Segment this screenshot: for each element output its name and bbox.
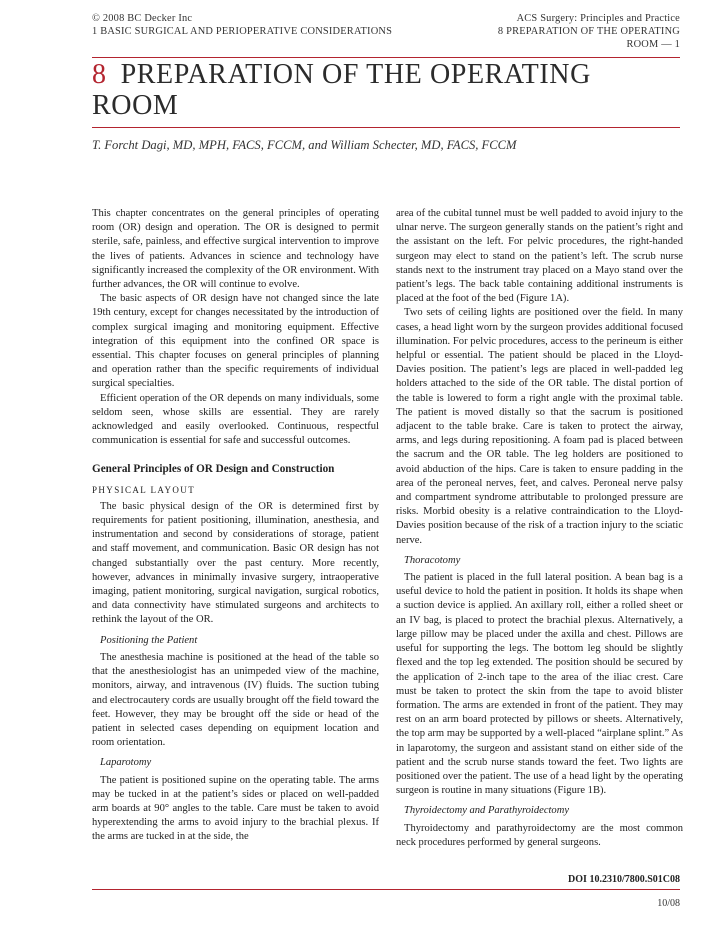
topic-heading: Positioning the Patient — [100, 634, 198, 646]
paragraph: Two sets of ceiling lights are positioned over the field. In many cases, a head light worn by the surgeon provides additional focused illumination. For pelvic procedures, access to the perineum is either helpful or essential. The patient should be placed in the Lloyd-Davies position. The patient’s legs are placed in well-padded leg holders attached to the side of the OR table. The distal portion of the table is lowered to form a right angle with the proximal table. The patient is moved distally so that the sacrum is positioned adjacent to the table brake. Care is taken to protect the airway, arms, and legs during repositioning. A foam pad is placed between the sacrum and the OR table. The leg holders are positioned to avoid abduction of the hips. Care is taken to ensure padding in the area of the peroneal nerves, feet, and calves. Peroneal nerve palsy and compartment syndrome attributable to prolonged pressure are risks. Morbid obesity is a relative contraindication to the Lloyd-Davies position because of the risk of a traction injury to the sciatic nerve. — [396, 307, 683, 546]
doi-label: DOI — [568, 874, 587, 885]
chapter-title-text: PREPARATION OF THE OPERATING ROOM — [92, 59, 591, 121]
author-line: T. Forcht Dagi, MD, MPH, FACS, FCCM, and William Schecter, MD, FACS, FCCM — [92, 138, 517, 152]
chapter-line: 8 PREPARATION OF THE OPERATING — [497, 26, 680, 37]
paragraph: The patient is placed in the full lateral position. A bean bag is a useful device to hold the patient in position. It holds its shape when a suction device is applied. An axillary roll, either a rolled sheet or an IV bag, is placed to protect the brachial plexus. Alternatively, a large pillow may be placed under the axilla and chest. Pillows are useful for supporting the legs. The bottom leg should be slightly flexed and the top leg extended. The position should be secured by the application of 2-inch tape to the area of the iliac crest. Care must be taken to protect the skin from the tape to avoid blister formation. The arms are extended in front of the patient. They may rest on an arm board protected by pillows or sheets. Alternatively, the top arm may be supported by a well-placed “airplane splint.” As in laparotomy, the surgeon and assistant stand on either side of the patient and the scrub nurse stands toward the feet. Two lights are positioned over the patient. The use of a head light by the operating surgeon is routine in many situations (Figure 1B). — [396, 572, 683, 797]
chapter-number: 8 — [92, 59, 107, 90]
page-line: ROOM — 1 — [626, 39, 680, 50]
chapter-title — [92, 59, 682, 121]
book-title-line: ACS Surgery: Principles and Practice — [516, 13, 680, 24]
paragraph: The basic aspects of OR design have not changed since the late 19th century, except for changes necessitated by the introduction of complex surgical imaging and monitoring equipment. Effective integration of this equipment into the confined OR space is essential. This chapter focuses on general principles of planning and operation rather than the specific requirements of individual surgical specialties. — [92, 293, 379, 390]
doi-value: 10.2310/7800.S01C08 — [589, 874, 680, 885]
paragraph: The anesthesia machine is positioned at the head of the table so that the anesthesiologist has an unimpeded view of the machine, monitors, airway, and intravenous (IV) fluids. The suction tubing and electrocautery cords are usually brought off the field toward the feet. However, they may be brought off the side or head of the patient in selected cases depending on equipment location and room orientation. — [92, 651, 379, 749]
left-column — [92, 207, 379, 845]
paragraph: The patient is positioned supine on the operating table. The arms may be tucked in at the patient’s sides or placed on well-padded arm boards at 90° angles to the table. Care must be taken to avoid hyperextending the arms to avoid injury to the brachial plexus. If the arms are tucked in at the side, the — [92, 774, 379, 843]
topic-heading: Laparotomy — [100, 757, 152, 769]
paragraph: The basic physical design of the OR is determined first by requirements for patient positioning, illumination, anesthesia, and instrumentation and second by considerations of storage, patient and staff movement, and communication. Basic OR design has not changed substantially over the past century. More recently, however, advances in minimally invasive surgery, intraoperative imaging, patient monitoring, surgical navigation, surgical robotics, and data connectivity have stimulated surgeons and architects to rethink the layout of the OR. — [92, 500, 379, 626]
topic-heading: Thoracotomy — [404, 554, 461, 566]
doi — [568, 874, 680, 885]
running-header-left — [92, 12, 392, 38]
subsection-heading: PHYSICAL LAYOUT — [92, 484, 196, 495]
paragraph: Thyroidectomy and parathyroidectomy are the most common neck procedures performed by general surgeons. — [396, 822, 683, 848]
topic-heading: Thyroidectomy and Parathyroidectomy — [404, 805, 570, 817]
paragraph: Efficient operation of the OR depends on many individuals, some seldom seen, whose skills are essential. They are rarely acknowledged and easily overlooked. Continuous, respectful communication is essential for safe and successful outcomes. — [92, 392, 379, 447]
publication-date: 10/08 — [657, 898, 680, 909]
title-top-rule — [92, 57, 680, 58]
right-column — [396, 207, 683, 850]
copyright-line: © 2008 BC Decker Inc — [92, 13, 193, 24]
section-heading: General Principles of OR Design and Construction — [92, 463, 335, 476]
paragraph: area of the cubital tunnel must be well padded to avoid injury to the ulnar nerve. The surgeon generally stands on the patient’s right and the assistant on the left. For pelvic procedures, the right-handed surgeon may elect to stand on the patient’s left. The scrub nurse stands next to the instrument tray placed on a Mayo stand over the patient’s legs. The back table containing additional instruments is placed at the foot of the bed (Figure 1A). — [396, 208, 683, 305]
section-line: 1 BASIC SURGICAL AND PERIOPERATIVE CONSIDERATIONS — [92, 26, 393, 37]
running-header-right — [498, 12, 680, 51]
title-bottom-rule — [92, 127, 680, 128]
intro-paragraph: This chapter concentrates on the general principles of operating room (OR) design and operation. The OR is designed to permit sterile, safe, painless, and effective surgical intervention to improve the lives of patients. Advances in science and technology have significantly increased the complexity of the OR environment. With further advances, the OR will continue to evolve. — [92, 208, 379, 291]
footer-rule — [92, 889, 680, 890]
